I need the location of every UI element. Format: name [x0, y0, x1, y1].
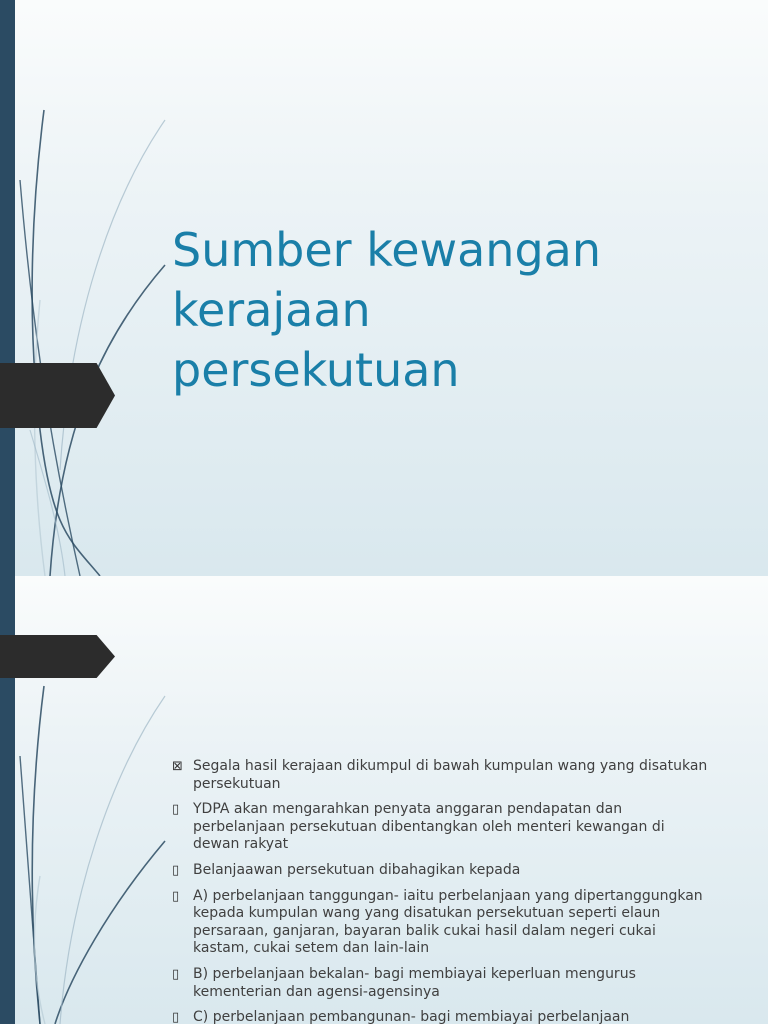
- bullet-text: YDPA akan mengarahkan penyata anggaran pendapatan dan perbelanjaan persekutuan dibentangkan oleh menteri kewangan di dewan rakyat: [193, 801, 665, 853]
- side-accent-bar: [0, 0, 15, 576]
- title-line: kerajaan: [172, 283, 371, 337]
- slide-title: [172, 220, 732, 400]
- bullet-text: Belanjaawan persekutuan dibahagikan kepada: [193, 861, 521, 878]
- title-line: Sumber kewangan: [172, 223, 602, 277]
- list-item: [172, 1009, 712, 1024]
- title-line: persekutuan: [172, 343, 460, 397]
- bullet-list: [172, 758, 712, 1024]
- bullet-marker: ⊠: [172, 759, 183, 774]
- list-item: [172, 862, 712, 880]
- bullet-text: C) perbelanjaan pembangunan- bagi membiayai perbelanjaan: [193, 1009, 630, 1024]
- bullet-marker: ▯: [172, 888, 180, 904]
- bullet-text: Segala hasil kerajaan dikumpul di bawah kumpulan wang yang disatukan persekutuan: [193, 758, 708, 792]
- content-slide: [0, 576, 768, 1024]
- bullet-marker: ▯: [172, 862, 180, 878]
- decorative-curves: [0, 0, 200, 576]
- bullet-marker: ▯: [172, 1010, 180, 1024]
- list-item: [172, 758, 712, 793]
- bullet-text: A) perbelanjaan tanggungan- iaitu perbelanjaan yang dipertanggungkan kepada kumpulan wang yang disatukan persekutuan seperti elaun persaraan, ganjaran, bayaran balik cukai hasil dalam negeri cukai kastam, cukai setem dan lain-lain: [193, 887, 703, 957]
- bullet-marker: ▯: [172, 966, 180, 982]
- arrow-tab: [0, 363, 115, 428]
- list-item: [172, 801, 712, 854]
- bullet-marker: ▯: [172, 802, 180, 818]
- arrow-tab: [0, 635, 115, 678]
- list-item: [172, 888, 712, 958]
- bullet-text: B) perbelanjaan bekalan- bagi membiayai keperluan mengurus kementerian dan agensi-agensinya: [193, 965, 636, 1000]
- list-item: [172, 966, 712, 1001]
